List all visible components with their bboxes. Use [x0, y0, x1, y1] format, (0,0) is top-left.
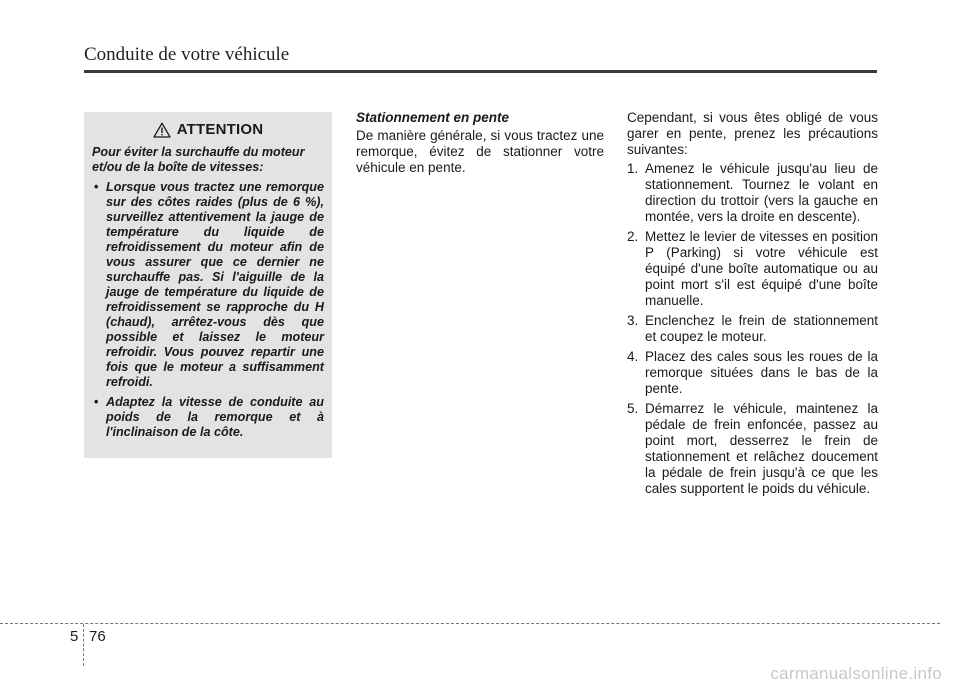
warning-intro: Pour éviter la surchauffe du moteur et/ou de la boîte de vitesses: — [92, 145, 305, 174]
procedure-step — [627, 161, 878, 225]
footer-dashed-rule — [0, 623, 940, 624]
step-text: Mettez le levier de vitesses en position P (Parking) si votre véhicule est équipé d'une boîte automatique ou au point mort s'il est équipé d'une boîte manuelle. — [645, 229, 878, 308]
procedure-step — [627, 401, 878, 497]
warning-item: • Lorsque vous tractez une remorque sur des côtes raides (plus de 6 %), surveillez attentivement la jauge de température du liquide de refroidissement du moteur afin de vous assurer que ce dernier ne surchauffe pas. Si l'aiguille de la jauge de température du liquide de refroidissement se rapproche du H (chaud), arrêtez-vous dès que possible et laissez le moteur refroidir. Vous pouvez repartir une fois que le moteur a suffisamment refroidi. — [92, 180, 324, 390]
warning-header — [92, 121, 324, 138]
step-number: 1. — [627, 161, 639, 176]
header-rule — [84, 70, 877, 73]
warning-triangle-icon — [153, 122, 171, 138]
section-heading: Stationnement en pente — [356, 110, 510, 125]
page-number: 76 — [89, 628, 106, 645]
step-number: 4. — [627, 349, 639, 364]
procedure-step — [627, 313, 878, 345]
chapter-number: 5 — [70, 628, 79, 645]
step-number: 2. — [627, 229, 639, 244]
warning-box — [84, 112, 332, 458]
procedure-step — [627, 229, 878, 309]
warning-item: • Adaptez la vitesse de conduite au poids de la remorque et à l'inclinaison de la côte. — [92, 395, 324, 440]
warning-title: ATTENTION — [176, 121, 264, 138]
procedure-section — [627, 110, 878, 501]
page-header-title: Conduite de votre véhicule — [84, 44, 290, 65]
procedure-steps — [627, 161, 878, 497]
warning-list — [92, 180, 324, 440]
step-number: 3. — [627, 313, 639, 328]
procedure-intro: Cependant, si vous êtes obligé de vous garer en pente, prenez les précautions suivantes: — [627, 110, 878, 157]
step-text: Amenez le véhicule jusqu'au lieu de stationnement. Tournez le volant en direction du trottoir (vers la gauche en montée, vers la droite en descente). — [645, 161, 878, 224]
step-text: Démarrez le véhicule, maintenez la pédale de frein enfoncée, passez au point mort, desserrez le frein de stationnement et relâchez doucement la pédale de frein jusqu'à ce que les cales supportent le poids du véhicule. — [645, 401, 878, 496]
watermark: carmanualsonline.info — [770, 664, 942, 683]
section-paragraph: De manière générale, si vous tractez une remorque, évitez de stationner votre véhicule en pente. — [356, 128, 604, 175]
step-text: Placez des cales sous les roues de la remorque situées dans le bas de la pente. — [645, 349, 878, 396]
procedure-step — [627, 349, 878, 397]
slope-parking-section — [356, 110, 604, 176]
footer-dashed-divider — [83, 624, 84, 666]
step-number: 5. — [627, 401, 639, 416]
step-text: Enclenchez le frein de stationnement et coupez le moteur. — [645, 313, 878, 344]
